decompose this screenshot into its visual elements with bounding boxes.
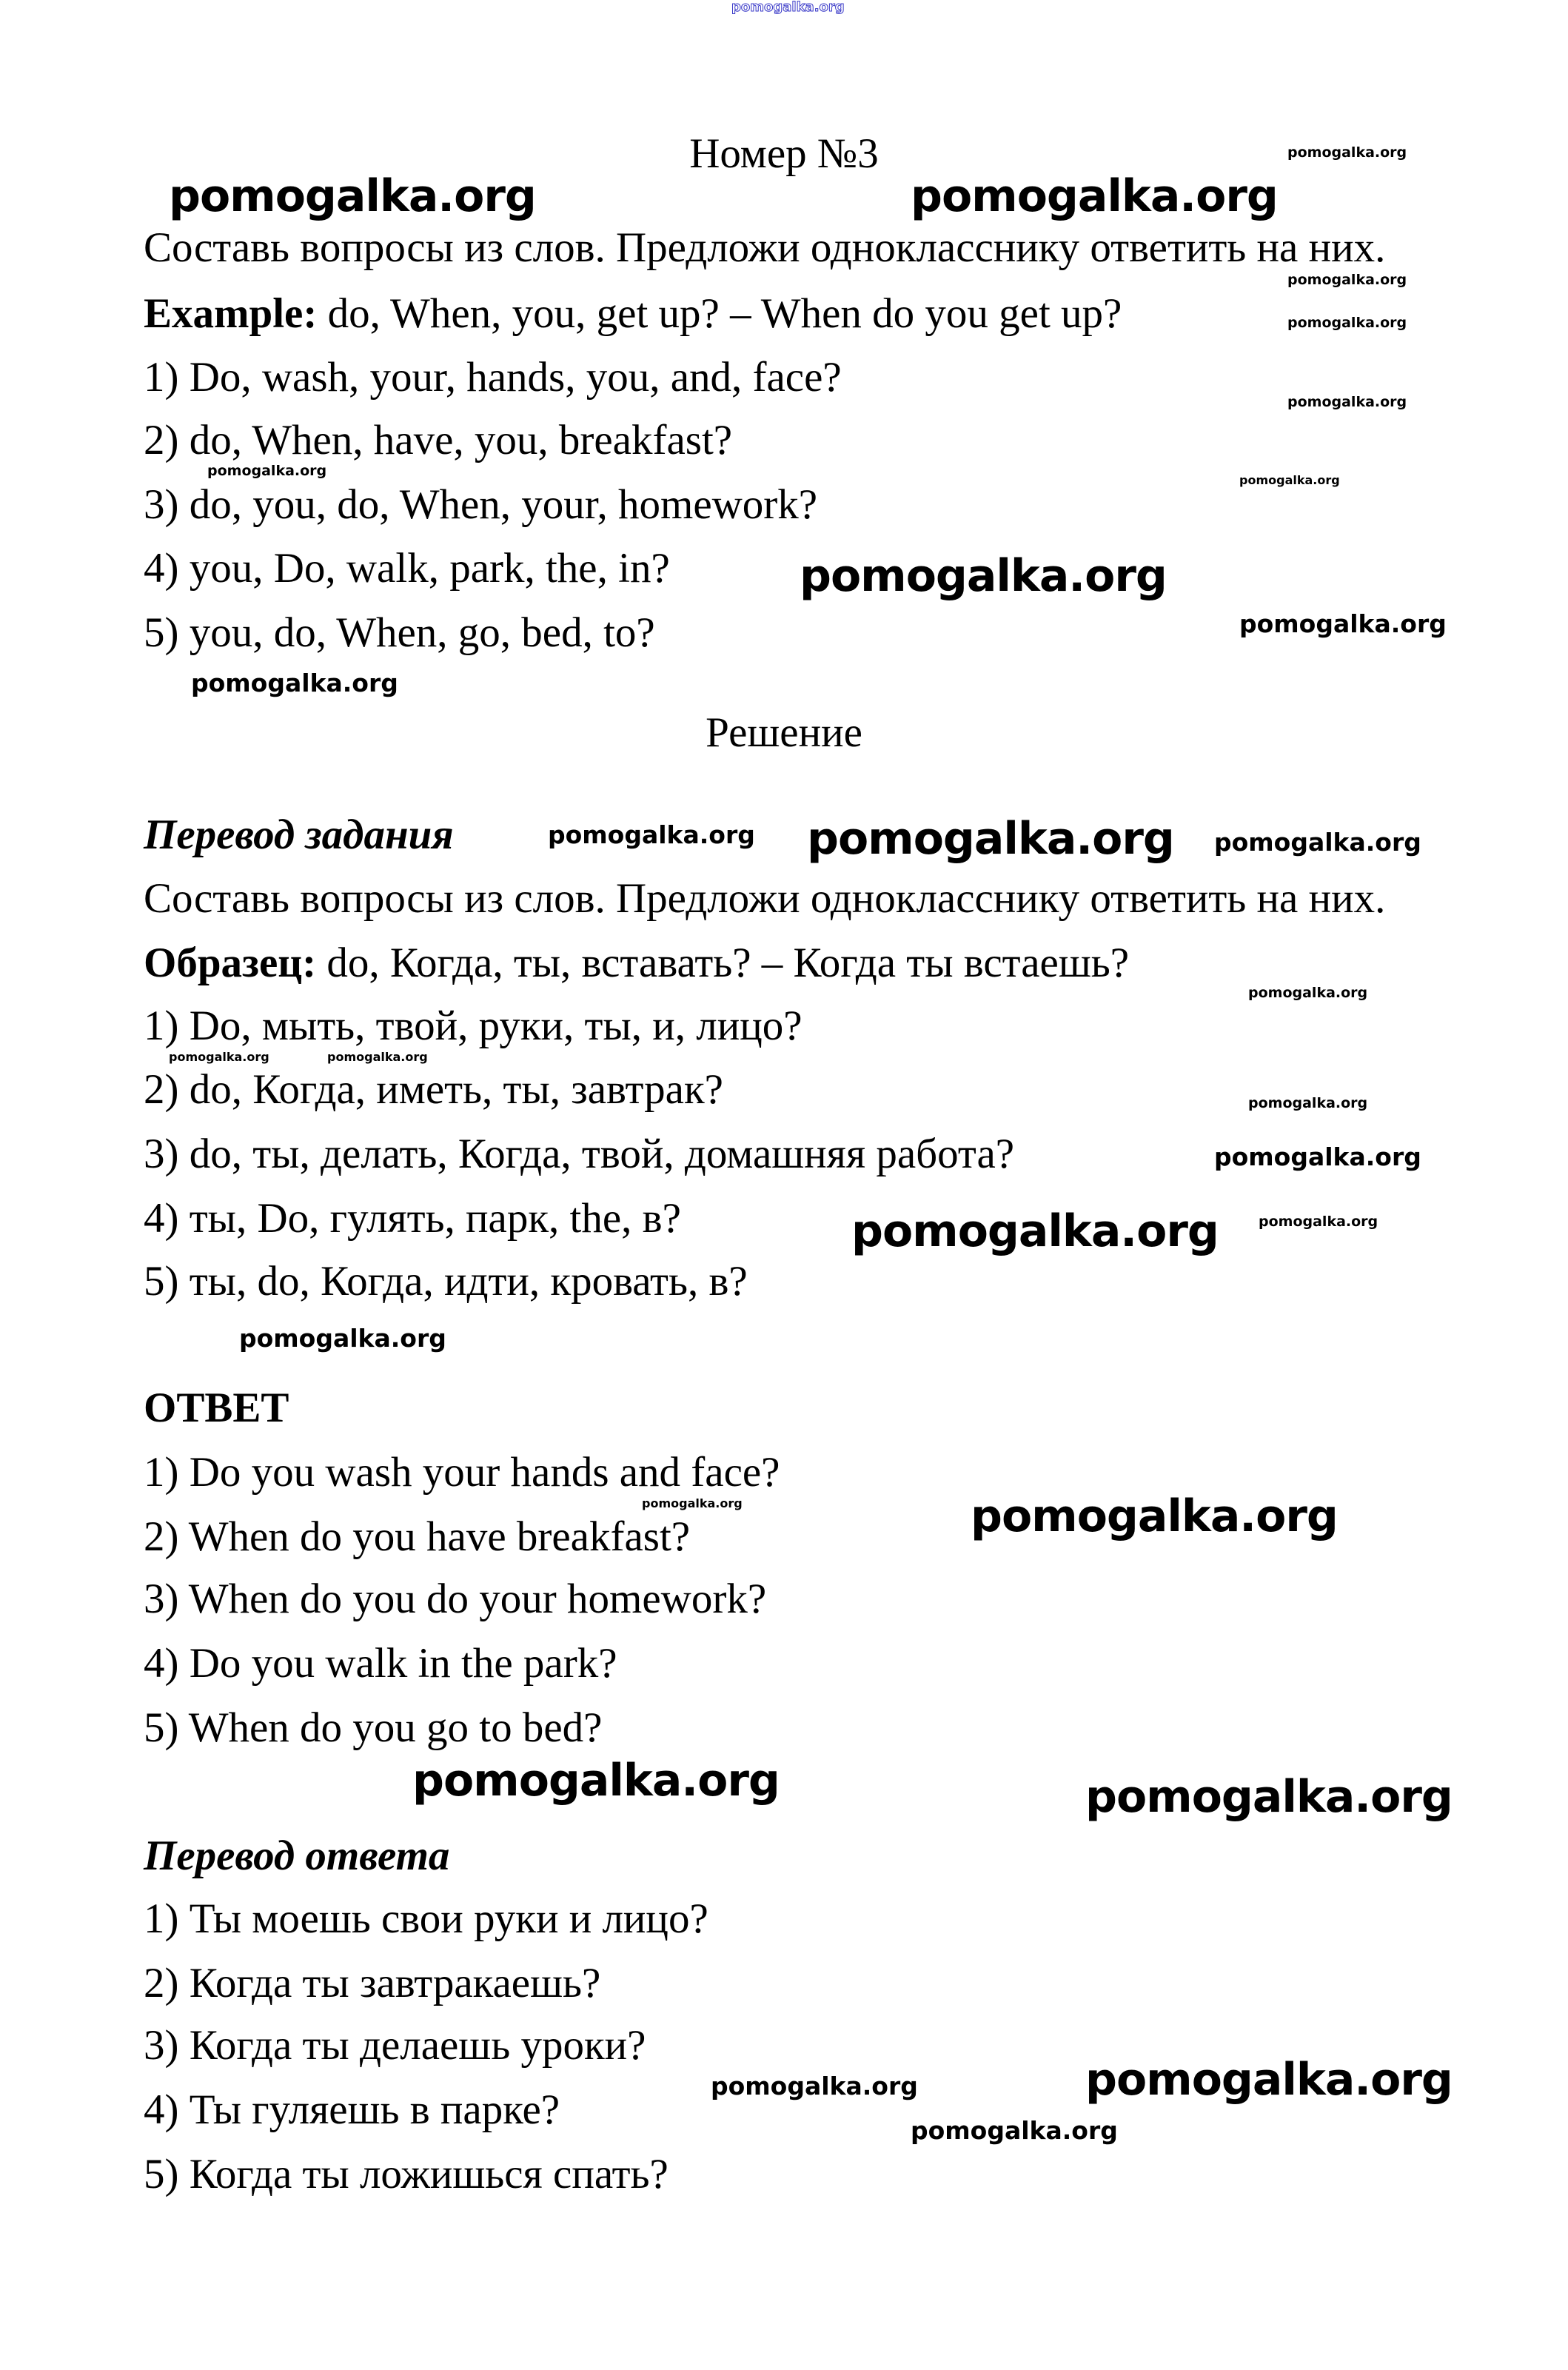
translation-example [144, 941, 1129, 985]
translation-item: 5) ты, do, Когда, идти, кровать, в? [144, 1258, 748, 1305]
task-item: 4) you, Do, walk, park, the, in? [144, 545, 670, 592]
translation-heading: Перевод задания [144, 811, 454, 858]
watermark: pomogalka.org [1287, 144, 1407, 161]
watermark: pomogalka.org [169, 170, 536, 222]
answer-translation-item: 2) Когда ты завтракаешь? [144, 1960, 601, 2006]
answer-translation-item: 1) Ты моешь свои руки и лицо? [144, 1895, 708, 1942]
example-text: do, When, you, get up? – When do you get up? [317, 290, 1122, 337]
page-title: Номер №3 [689, 130, 879, 177]
translation-item: 4) ты, Do, гулять, парк, the, в? [144, 1195, 681, 1242]
watermark: pomogalka.org [1248, 1095, 1368, 1111]
watermark: pomogalka.org [711, 2072, 918, 2100]
watermark: pomogalka.org [191, 669, 398, 697]
watermark: pomogalka.org [911, 2116, 1118, 2145]
watermark: pomogalka.org [971, 1490, 1338, 1542]
answer-item: 4) Do you walk in the park? [144, 1640, 617, 1687]
watermark: pomogalka.org [731, 0, 845, 15]
answer-item: 3) When do you do your homework? [144, 1576, 767, 1622]
translation-item: 3) do, ты, делать, Когда, твой, домашняя работа? [144, 1131, 1015, 1177]
watermark: pomogalka.org [1259, 1214, 1378, 1230]
answer-translation-item: 4) Ты гуляешь в парке? [144, 2086, 560, 2133]
watermark: pomogalka.org [412, 1755, 780, 1807]
watermark: pomogalka.org [1239, 473, 1340, 487]
watermark: pomogalka.org [1214, 828, 1421, 857]
watermark: pomogalka.org [1085, 1771, 1453, 1823]
watermark: pomogalka.org [642, 1496, 743, 1510]
answer-item: 1) Do you wash your hands and face? [144, 1449, 780, 1496]
watermark: pomogalka.org [327, 1050, 428, 1064]
task-instruction: Составь вопросы из слов. Предложи однокласснику ответить на них. [144, 224, 1386, 271]
answer-item: 2) When do you have breakfast? [144, 1513, 691, 1560]
watermark: pomogalka.org [1085, 2054, 1453, 2106]
watermark: pomogalka.org [1214, 1142, 1421, 1171]
answer-item: 5) When do you go to bed? [144, 1704, 603, 1751]
task-item: 3) do, you, do, When, your, homework? [144, 481, 818, 528]
watermark: pomogalka.org [851, 1205, 1219, 1257]
watermark: pomogalka.org [207, 463, 327, 479]
example-text: do, Когда, ты, вставать? – Когда ты встаешь? [316, 940, 1130, 986]
example-label: Образец: [144, 940, 317, 986]
translation-item: 1) Do, мыть, твой, руки, ты, и, лицо? [144, 1002, 803, 1049]
answer-heading: ОТВЕТ [144, 1385, 289, 1431]
example-label: Example: [144, 290, 318, 337]
task-item: 5) you, do, When, go, bed, to? [144, 609, 655, 656]
translation-instruction: Составь вопросы из слов. Предложи однокласснику ответить на них. [144, 875, 1386, 922]
task-item: 2) do, When, have, you, breakfast? [144, 417, 733, 463]
watermark: pomogalka.org [169, 1050, 269, 1064]
watermark: pomogalka.org [807, 813, 1174, 865]
watermark: pomogalka.org [911, 170, 1278, 222]
watermark: pomogalka.org [239, 1324, 446, 1353]
solution-heading: Решение [706, 709, 862, 756]
watermark: pomogalka.org [1248, 985, 1368, 1001]
watermark: pomogalka.org [1239, 609, 1447, 638]
watermark: pomogalka.org [548, 820, 755, 849]
task-example [144, 292, 1122, 336]
task-item: 1) Do, wash, your, hands, you, and, face? [144, 354, 842, 401]
watermark: pomogalka.org [1287, 394, 1407, 410]
watermark: pomogalka.org [800, 550, 1167, 602]
answer-translation-item: 3) Когда ты делаешь уроки? [144, 2022, 646, 2069]
answer-translation-item: 5) Когда ты ложишься спать? [144, 2151, 669, 2197]
translation-item: 2) do, Когда, иметь, ты, завтрак? [144, 1066, 723, 1113]
watermark: pomogalka.org [1287, 272, 1407, 288]
answer-translation-heading: Перевод ответа [144, 1832, 450, 1879]
watermark: pomogalka.org [1287, 315, 1407, 331]
